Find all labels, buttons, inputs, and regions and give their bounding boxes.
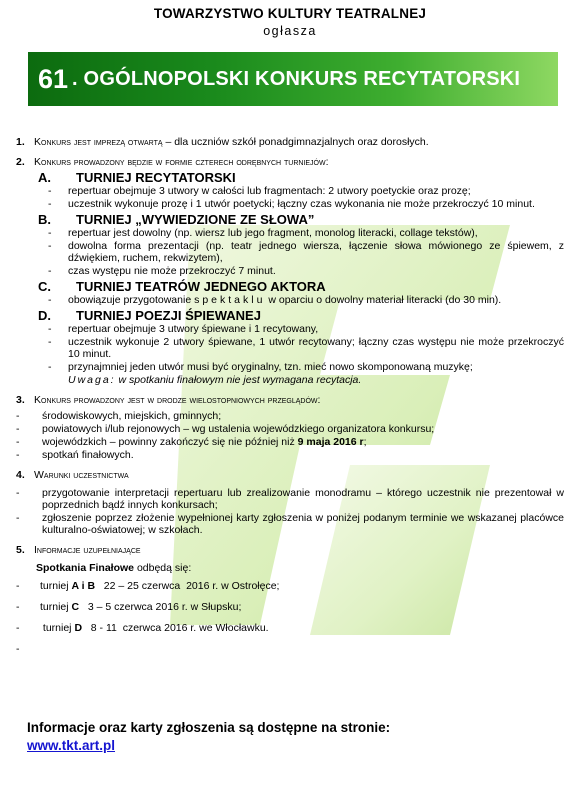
announces-label: ogłasza — [263, 24, 317, 38]
tournament-schedule-ab: - turniej A i B 22 – 25 czerwca 2016 r. w Ostrołęce; — [16, 580, 280, 592]
list-item — [48, 294, 564, 306]
tournament-title: TURNIEJ „WYWIEDZIONE ZE SŁOWA” — [76, 212, 315, 227]
tournament-letter: D. — [38, 308, 51, 323]
list-item: - repertuar obejmuje 3 utwory śpiewane i 1 recytowany, — [48, 323, 564, 335]
section-4 — [16, 469, 564, 481]
tournament-title: TURNIEJ RECYTATORSKI — [76, 170, 236, 185]
section-number: 1. — [16, 136, 25, 148]
list-item: - przygotowanie interpretacji repertuaru lub zrealizowanie monodramu – którego uczestnik nie prezentował w poprzednich bądź innych konkursach; — [16, 487, 564, 511]
tour-text: turniej — [40, 601, 72, 613]
section-lead: Konkurs prowadzony będzie w formie czterech odrębnych turniejów: — [34, 156, 329, 168]
rules-content — [16, 132, 564, 664]
review-stages-list — [16, 410, 564, 461]
tour-letters: C — [71, 601, 80, 613]
note-text: w spotkaniu finałowym nie jest wymagana recytacja. — [115, 374, 362, 386]
tournament-a-list — [16, 185, 564, 210]
finals-label: Spotkania Finałowe — [36, 562, 135, 574]
tournament-d-list — [16, 323, 564, 373]
list-item: - czas występu nie może przekroczyć 7 minut. — [48, 265, 564, 277]
list-item: - powiatowych i/lub rejonowych – wg ustalenia wojewódzkiego organizatora konkursu; — [16, 423, 564, 435]
tournament-letter: B. — [38, 212, 51, 227]
list-item: - uczestnik wykonuje prozę i 1 utwór poetycki; łączny czas wykonania nie może przekroczyć 10 minut. — [48, 198, 564, 210]
section-5 — [16, 544, 564, 556]
contest-banner — [28, 52, 558, 106]
section-lead: Konkurs prowadzony jest w drodze wielostopniowych przeglądów: — [34, 394, 321, 406]
empty-list-item: - — [16, 643, 20, 655]
section-lead: Warunki uczestnictwa — [34, 469, 129, 481]
section-number: 3. — [16, 394, 25, 406]
section-number: 2. — [16, 156, 25, 168]
deadline-date: 9 maja 2016 r — [297, 436, 364, 448]
tournament-a-heading — [16, 172, 564, 184]
section-lead: Konkurs jest imprezą otwartą — [34, 136, 163, 148]
section-2 — [16, 156, 564, 168]
section-lead: Informacje uzupełniające — [34, 544, 141, 556]
tour-letters: A i B — [71, 580, 96, 592]
tournament-letter: C. — [38, 279, 51, 294]
tour-details: 3 – 5 czerwca 2016 r. w Słupsku; — [79, 601, 242, 613]
section-1 — [16, 136, 564, 148]
list-item: - repertuar obejmuje 3 utwory w całości lub fragmentach: 2 utwory poetyckie oraz prozę; — [48, 185, 564, 197]
tournament-schedule-d: - turniej D 8 - 11 czerwca 2016 r. we Włocławku. — [16, 622, 269, 634]
list-item: - spotkań finałowych. — [16, 449, 564, 461]
tour-text: turniej — [40, 580, 72, 592]
contest-title: . OGÓLNOPOLSKI KONKURS RECYTATORSKI — [72, 67, 521, 90]
list-item: - repertuar jest dowolny (np. wiersz lub jego fragment, monolog literacki, collage tekstów), — [48, 227, 564, 239]
item-text: ; — [363, 436, 367, 448]
tournament-d-heading — [16, 310, 564, 322]
spaced-word: spektaklu — [194, 294, 266, 306]
tour-details: 8 - 11 czerwca 2016 r. we Włocławku. — [82, 622, 269, 634]
tournament-b-heading — [16, 214, 564, 226]
list-item: - przynajmniej jeden utwór musi być oryginalny, tzn. mieć nowo skomponowaną muzykę; — [48, 361, 564, 373]
organization-name: TOWARZYSTWO KULTURY TEATRALNEJ — [153, 6, 427, 21]
section-3 — [16, 394, 564, 406]
note-label: Uwaga: — [68, 374, 116, 386]
tournament-letter: A. — [38, 170, 51, 185]
section-text: – dla uczniów szkół ponadgimnazjalnych oraz dorosłych. — [162, 136, 429, 148]
tournament-b-list — [16, 227, 564, 277]
contest-number: 61 — [38, 63, 69, 94]
section-number: 5. — [16, 544, 25, 556]
tournament-schedule-c: - turniej C 3 – 5 czerwca 2016 r. w Słupsku; — [16, 601, 242, 613]
tour-letters: D — [74, 622, 83, 634]
item-text: wojewódzkich – powinny zakończyć się nie później niż — [42, 436, 298, 448]
item-text: w oparciu o dowolny materiał literacki (do 30 min). — [265, 294, 502, 306]
tournament-c-list — [16, 294, 564, 306]
list-item: - środowiskowych, miejskich, gminnych; — [16, 410, 564, 422]
tournament-title: TURNIEJ POEZJI ŚPIEWANEJ — [76, 308, 261, 323]
list-item: - dowolna forma prezentacji (np. teatr jednego wiersza, łączenie słowa mówionego ze śpiewem, z dźwiękiem, ruchem, rekwizytem), — [48, 240, 564, 264]
tour-details: 22 – 25 czerwca 2016 r. w Ostrołęce; — [95, 580, 280, 592]
tournament-c-heading — [16, 281, 564, 293]
list-item — [16, 436, 564, 448]
tournament-d-note — [16, 374, 564, 386]
footer-info: Informacje oraz karty zgłoszenia są dostępne na stronie: — [27, 720, 391, 735]
finals-heading — [36, 562, 564, 574]
list-item: - zgłoszenie poprzez złożenie wypełnionej karty zgłoszenia w poniżej podanym terminie we wskazanej placówce kulturalno-oświatowej; w szkołach. — [16, 512, 564, 536]
list-item: - uczestnik wykonuje 2 utwory śpiewane, 1 utwór recytowany; łączny czas występu nie może przekroczyć 10 minut. — [48, 336, 564, 360]
website-link[interactable]: www.tkt.art.pl — [27, 738, 116, 753]
tour-text: turniej — [40, 622, 75, 634]
section-number: 4. — [16, 469, 25, 481]
tournament-title: TURNIEJ TEATRÓW JEDNEGO AKTORA — [76, 279, 326, 294]
finals-text: odbędą się: — [134, 562, 192, 574]
item-text: obowiązuje przygotowanie — [68, 294, 195, 306]
participation-list — [16, 487, 564, 536]
